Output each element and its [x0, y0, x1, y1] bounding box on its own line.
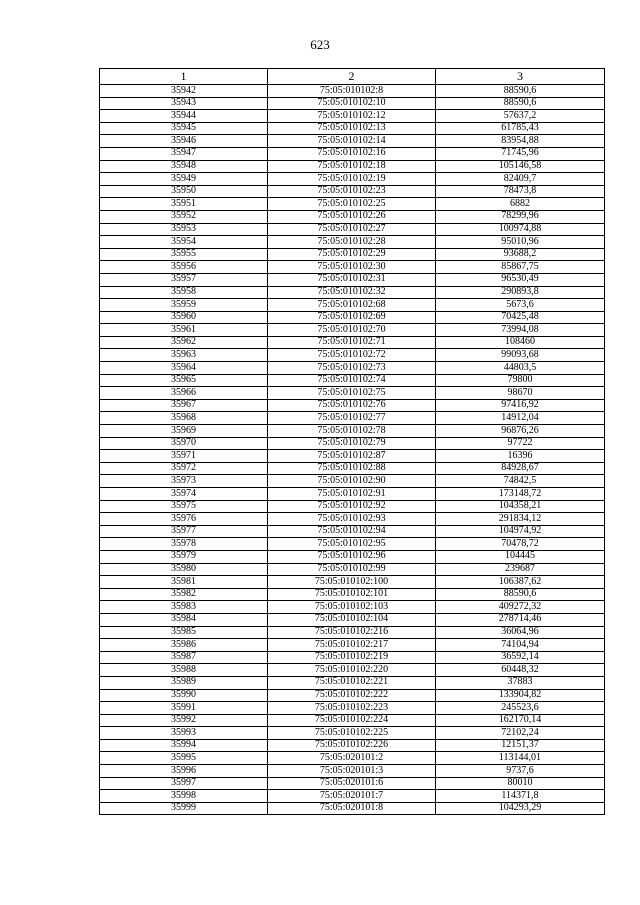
row-number-cell: 35952	[100, 210, 268, 223]
row-number-cell: 35988	[100, 664, 268, 677]
cadastral-number-cell: 75:05:010102:26	[268, 210, 436, 223]
row-number-cell: 35977	[100, 525, 268, 538]
cadastral-number-cell: 75:05:010102:68	[268, 299, 436, 312]
row-number-cell: 35962	[100, 336, 268, 349]
row-number-cell: 35951	[100, 198, 268, 211]
table-row	[100, 576, 605, 589]
row-number-cell: 35978	[100, 538, 268, 551]
value-cell: 85867,75	[436, 261, 605, 274]
row-number-cell: 35969	[100, 425, 268, 438]
table-row	[100, 273, 605, 286]
cadastral-number-cell: 75:05:010102:25	[268, 198, 436, 211]
value-cell: 70478,72	[436, 538, 605, 551]
table-row	[100, 223, 605, 236]
row-number-cell: 35965	[100, 374, 268, 387]
table-row	[100, 374, 605, 387]
cadastral-number-cell: 75:05:010102:216	[268, 626, 436, 639]
value-cell: 173148,72	[436, 488, 605, 501]
cadastral-number-cell: 75:05:010102:221	[268, 676, 436, 689]
cadastral-number-cell: 75:05:010102:71	[268, 336, 436, 349]
cadastral-number-cell: 75:05:010102:90	[268, 475, 436, 488]
row-number-cell: 35999	[100, 802, 268, 815]
cadastral-number-cell: 75:05:010102:95	[268, 538, 436, 551]
value-cell: 96530,49	[436, 273, 605, 286]
row-number-cell: 35990	[100, 689, 268, 702]
table-row	[100, 639, 605, 652]
cadastral-number-cell: 75:05:010102:70	[268, 324, 436, 337]
row-number-cell: 35955	[100, 248, 268, 261]
row-number-cell: 35953	[100, 223, 268, 236]
cadastral-number-cell: 75:05:010102:23	[268, 185, 436, 198]
table-row	[100, 462, 605, 475]
cadastral-number-cell: 75:05:010102:91	[268, 488, 436, 501]
table-row	[100, 85, 605, 98]
row-number-cell: 35998	[100, 790, 268, 803]
value-cell: 57637,2	[436, 110, 605, 123]
data-table	[99, 68, 605, 815]
value-cell: 78299,96	[436, 210, 605, 223]
row-number-cell: 35949	[100, 173, 268, 186]
table-row	[100, 513, 605, 526]
value-cell: 99093,68	[436, 349, 605, 362]
table-row	[100, 261, 605, 274]
cadastral-number-cell: 75:05:020101:3	[268, 765, 436, 778]
table-row	[100, 613, 605, 626]
table-row	[100, 362, 605, 375]
value-cell: 100974,88	[436, 223, 605, 236]
table-row	[100, 538, 605, 551]
cadastral-number-cell: 75:05:010102:104	[268, 613, 436, 626]
cadastral-number-cell: 75:05:010102:222	[268, 689, 436, 702]
value-cell: 80010	[436, 777, 605, 790]
value-cell: 113144,01	[436, 752, 605, 765]
row-number-cell: 35958	[100, 286, 268, 299]
table-row	[100, 97, 605, 110]
row-number-cell: 35970	[100, 437, 268, 450]
table-row	[100, 651, 605, 664]
cadastral-number-cell: 75:05:010102:28	[268, 236, 436, 249]
table-row	[100, 739, 605, 752]
cadastral-number-cell: 75:05:010102:94	[268, 525, 436, 538]
row-number-cell: 35972	[100, 462, 268, 475]
table-row	[100, 122, 605, 135]
header-row	[100, 69, 605, 85]
cadastral-number-cell: 75:05:010102:74	[268, 374, 436, 387]
table-row	[100, 765, 605, 778]
value-cell: 5673,6	[436, 299, 605, 312]
value-cell: 114371,8	[436, 790, 605, 803]
cadastral-number-cell: 75:05:010102:223	[268, 702, 436, 715]
value-cell: 104293,29	[436, 802, 605, 815]
table-row	[100, 664, 605, 677]
value-cell: 79800	[436, 374, 605, 387]
value-cell: 12151,37	[436, 739, 605, 752]
table-row	[100, 311, 605, 324]
value-cell: 60448,32	[436, 664, 605, 677]
value-cell: 104445	[436, 550, 605, 563]
value-cell: 74104,94	[436, 639, 605, 652]
cadastral-number-cell: 75:05:010102:79	[268, 437, 436, 450]
cadastral-number-cell: 75:05:010102:75	[268, 387, 436, 400]
cadastral-number-cell: 75:05:010102:217	[268, 639, 436, 652]
table-row	[100, 437, 605, 450]
table-row	[100, 550, 605, 563]
cadastral-number-cell: 75:05:010102:30	[268, 261, 436, 274]
value-cell: 105146,58	[436, 160, 605, 173]
cadastral-number-cell: 75:05:010102:73	[268, 362, 436, 375]
value-cell: 6882	[436, 198, 605, 211]
value-cell: 37883	[436, 676, 605, 689]
value-cell: 14912,04	[436, 412, 605, 425]
row-number-cell: 35947	[100, 147, 268, 160]
table-row	[100, 475, 605, 488]
value-cell: 409272,32	[436, 601, 605, 614]
cadastral-number-cell: 75:05:010102:93	[268, 513, 436, 526]
table-row	[100, 525, 605, 538]
row-number-cell: 35974	[100, 488, 268, 501]
cadastral-number-cell: 75:05:010102:32	[268, 286, 436, 299]
value-cell: 104358,21	[436, 500, 605, 513]
value-cell: 104974,92	[436, 525, 605, 538]
row-number-cell: 35945	[100, 122, 268, 135]
table-header	[100, 69, 605, 85]
cadastral-number-cell: 75:05:010102:87	[268, 450, 436, 463]
cadastral-number-cell: 75:05:010102:101	[268, 588, 436, 601]
value-cell: 108460	[436, 336, 605, 349]
row-number-cell: 35996	[100, 765, 268, 778]
cadastral-number-cell: 75:05:010102:8	[268, 85, 436, 98]
table-row	[100, 387, 605, 400]
cadastral-number-cell: 75:05:010102:76	[268, 399, 436, 412]
value-cell: 278714,46	[436, 613, 605, 626]
value-cell: 97416,92	[436, 399, 605, 412]
table-row	[100, 450, 605, 463]
table-row	[100, 147, 605, 160]
value-cell: 44803,5	[436, 362, 605, 375]
table-row	[100, 802, 605, 815]
cadastral-number-cell: 75:05:020101:8	[268, 802, 436, 815]
table-row	[100, 790, 605, 803]
row-number-cell: 35961	[100, 324, 268, 337]
value-cell: 133904,82	[436, 689, 605, 702]
table-row	[100, 210, 605, 223]
row-number-cell: 35986	[100, 639, 268, 652]
table-row	[100, 752, 605, 765]
value-cell: 88590,6	[436, 97, 605, 110]
table-row	[100, 727, 605, 740]
page-number: 623	[310, 37, 330, 52]
value-cell: 106387,62	[436, 576, 605, 589]
row-number-cell: 35981	[100, 576, 268, 589]
table-row	[100, 299, 605, 312]
value-cell: 88590,6	[436, 588, 605, 601]
table-row	[100, 563, 605, 576]
cadastral-number-cell: 75:05:010102:99	[268, 563, 436, 576]
row-number-cell: 35950	[100, 185, 268, 198]
table-row	[100, 777, 605, 790]
table-row	[100, 412, 605, 425]
value-cell: 98670	[436, 387, 605, 400]
cadastral-number-cell: 75:05:010102:29	[268, 248, 436, 261]
cadastral-number-cell: 75:05:020101:7	[268, 790, 436, 803]
value-cell: 74842,5	[436, 475, 605, 488]
table-row	[100, 160, 605, 173]
table-row	[100, 626, 605, 639]
table-row	[100, 399, 605, 412]
table-row	[100, 198, 605, 211]
value-cell: 84928,67	[436, 462, 605, 475]
table-row	[100, 324, 605, 337]
cadastral-number-cell: 75:05:010102:100	[268, 576, 436, 589]
table-row	[100, 425, 605, 438]
row-number-cell: 35980	[100, 563, 268, 576]
row-number-cell: 35983	[100, 601, 268, 614]
cadastral-number-cell: 75:05:010102:78	[268, 425, 436, 438]
row-number-cell: 35976	[100, 513, 268, 526]
row-number-cell: 35956	[100, 261, 268, 274]
value-cell: 36592,14	[436, 651, 605, 664]
value-cell: 36064,96	[436, 626, 605, 639]
row-number-cell: 35954	[100, 236, 268, 249]
value-cell: 73994,08	[436, 324, 605, 337]
value-cell: 82409,7	[436, 173, 605, 186]
value-cell: 245523,6	[436, 702, 605, 715]
row-number-cell: 35997	[100, 777, 268, 790]
cadastral-number-cell: 75:05:010102:14	[268, 135, 436, 148]
cadastral-number-cell: 75:05:010102:27	[268, 223, 436, 236]
value-cell: 70425,48	[436, 311, 605, 324]
table-row	[100, 500, 605, 513]
row-number-cell: 35943	[100, 97, 268, 110]
cadastral-number-cell: 75:05:010102:31	[268, 273, 436, 286]
value-cell: 78473,8	[436, 185, 605, 198]
row-number-cell: 35944	[100, 110, 268, 123]
value-cell: 97722	[436, 437, 605, 450]
table-row	[100, 336, 605, 349]
cadastral-number-cell: 75:05:010102:10	[268, 97, 436, 110]
value-cell: 93688,2	[436, 248, 605, 261]
value-cell: 16396	[436, 450, 605, 463]
table-row	[100, 236, 605, 249]
table-row	[100, 714, 605, 727]
column-header-1: 1	[100, 69, 268, 85]
cadastral-number-cell: 75:05:010102:69	[268, 311, 436, 324]
cadastral-number-cell: 75:05:010102:88	[268, 462, 436, 475]
cadastral-number-cell: 75:05:010102:225	[268, 727, 436, 740]
cadastral-number-cell: 75:05:010102:224	[268, 714, 436, 727]
row-number-cell: 35982	[100, 588, 268, 601]
value-cell: 72102,24	[436, 727, 605, 740]
value-cell: 61785,43	[436, 122, 605, 135]
value-cell: 239687	[436, 563, 605, 576]
table-row	[100, 676, 605, 689]
cadastral-number-cell: 75:05:010102:92	[268, 500, 436, 513]
row-number-cell: 35948	[100, 160, 268, 173]
table-row	[100, 702, 605, 715]
row-number-cell: 35992	[100, 714, 268, 727]
row-number-cell: 35995	[100, 752, 268, 765]
table-row	[100, 689, 605, 702]
column-header-3: 3	[436, 69, 605, 85]
cadastral-number-cell: 75:05:010102:226	[268, 739, 436, 752]
cadastral-number-cell: 75:05:010102:96	[268, 550, 436, 563]
column-header-2: 2	[268, 69, 436, 85]
table-row	[100, 185, 605, 198]
value-cell: 162170,14	[436, 714, 605, 727]
table-row	[100, 601, 605, 614]
cadastral-number-cell: 75:05:010102:219	[268, 651, 436, 664]
table-row	[100, 349, 605, 362]
value-cell: 9737,6	[436, 765, 605, 778]
cadastral-number-cell: 75:05:010102:103	[268, 601, 436, 614]
row-number-cell: 35967	[100, 399, 268, 412]
row-number-cell: 35960	[100, 311, 268, 324]
row-number-cell: 35993	[100, 727, 268, 740]
table-row	[100, 135, 605, 148]
row-number-cell: 35979	[100, 550, 268, 563]
table-row	[100, 110, 605, 123]
row-number-cell: 35963	[100, 349, 268, 362]
row-number-cell: 35966	[100, 387, 268, 400]
table-row	[100, 286, 605, 299]
cadastral-number-cell: 75:05:010102:220	[268, 664, 436, 677]
row-number-cell: 35968	[100, 412, 268, 425]
table-row	[100, 248, 605, 261]
row-number-cell: 35984	[100, 613, 268, 626]
table-row	[100, 488, 605, 501]
row-number-cell: 35985	[100, 626, 268, 639]
cadastral-number-cell: 75:05:010102:13	[268, 122, 436, 135]
table-row	[100, 588, 605, 601]
value-cell: 290893,8	[436, 286, 605, 299]
table-row	[100, 173, 605, 186]
table-body	[100, 85, 605, 815]
cadastral-number-cell: 75:05:010102:19	[268, 173, 436, 186]
cadastral-number-cell: 75:05:010102:12	[268, 110, 436, 123]
cadastral-number-cell: 75:05:020101:2	[268, 752, 436, 765]
row-number-cell: 35942	[100, 85, 268, 98]
value-cell: 71745,96	[436, 147, 605, 160]
row-number-cell: 35946	[100, 135, 268, 148]
value-cell: 83954,88	[436, 135, 605, 148]
value-cell: 96876,26	[436, 425, 605, 438]
cadastral-number-cell: 75:05:010102:16	[268, 147, 436, 160]
row-number-cell: 35959	[100, 299, 268, 312]
row-number-cell: 35957	[100, 273, 268, 286]
row-number-cell: 35971	[100, 450, 268, 463]
row-number-cell: 35994	[100, 739, 268, 752]
value-cell: 291834,12	[436, 513, 605, 526]
row-number-cell: 35987	[100, 651, 268, 664]
row-number-cell: 35975	[100, 500, 268, 513]
row-number-cell: 35989	[100, 676, 268, 689]
cadastral-number-cell: 75:05:010102:77	[268, 412, 436, 425]
row-number-cell: 35973	[100, 475, 268, 488]
cadastral-number-cell: 75:05:020101:6	[268, 777, 436, 790]
value-cell: 88590,6	[436, 85, 605, 98]
cadastral-number-cell: 75:05:010102:72	[268, 349, 436, 362]
value-cell: 95010,96	[436, 236, 605, 249]
cadastral-number-cell: 75:05:010102:18	[268, 160, 436, 173]
row-number-cell: 35991	[100, 702, 268, 715]
row-number-cell: 35964	[100, 362, 268, 375]
